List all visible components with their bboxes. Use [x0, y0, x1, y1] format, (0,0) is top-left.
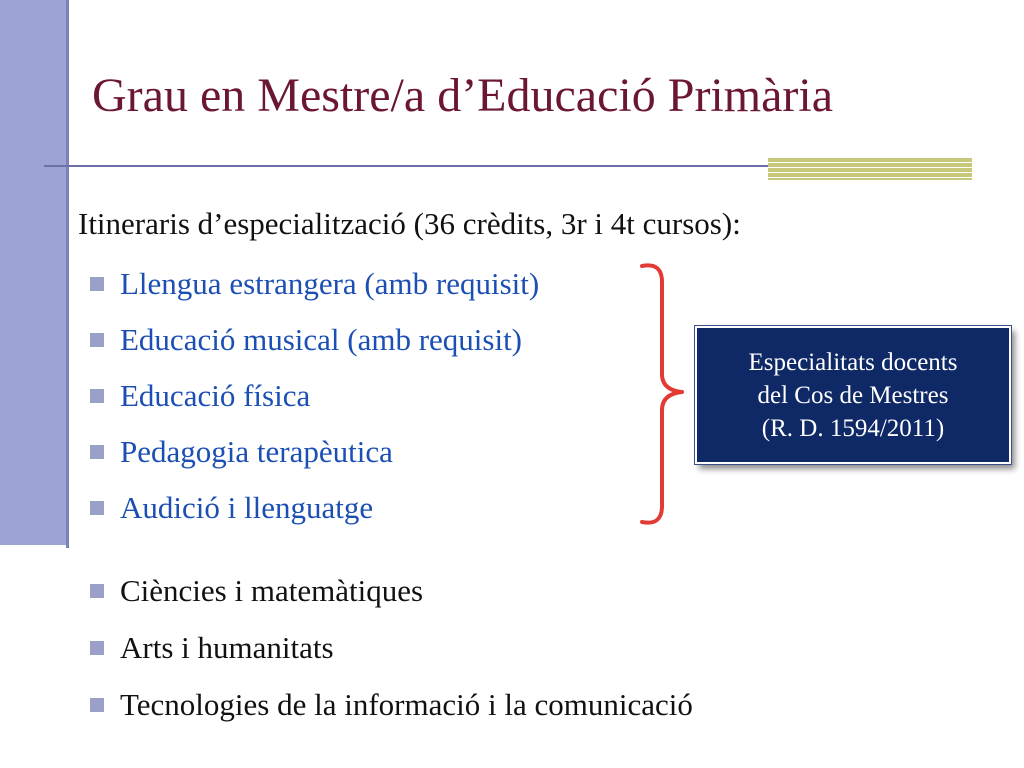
square-bullet-icon [90, 389, 104, 403]
side-decoration-bar [0, 0, 66, 545]
side-decoration-shadow [66, 0, 69, 548]
itinerary-item-arts-humanitats [90, 628, 334, 668]
callout-line-3: (R. D. 1594/2011) [761, 414, 945, 442]
square-bullet-icon [90, 333, 104, 347]
itinerary-label: Tecnologies de la informació i la comunicació [120, 687, 693, 722]
callout-line-2: del Cos de Mestres [757, 381, 949, 409]
itinerary-label: Educació musical (amb requisit) [120, 322, 523, 357]
intro-text: Itineraris d’especialització (36 crèdits, 3r i 4t cursos): [78, 206, 741, 241]
callout-line-1: Especialitats docents [748, 348, 958, 376]
title-accent-bar [768, 158, 972, 180]
itinerary-item-tecnologies [90, 685, 693, 725]
itinerary-item-ciencies-matematiques [90, 571, 423, 611]
square-bullet-icon [90, 501, 104, 515]
itinerary-item-pedagogia-terapeutica [90, 432, 393, 472]
itinerary-label: Educació física [120, 378, 311, 413]
itinerary-label: Arts i humanitats [120, 630, 334, 665]
itinerary-label: Audició i llenguatge [120, 490, 374, 525]
itinerary-item-educacio-fisica [90, 376, 310, 416]
itinerary-label: Pedagogia terapèutica [120, 434, 393, 469]
itinerary-item-audicio-llenguatge [90, 488, 373, 528]
title-underline [44, 165, 772, 167]
square-bullet-icon [90, 641, 104, 655]
right-bracket-icon [640, 262, 686, 528]
slide-title: Grau en Mestre/a d’Educació Primària [92, 69, 834, 122]
itinerary-label: Llengua estrangera (amb requisit) [120, 266, 540, 301]
square-bullet-icon [90, 698, 104, 712]
itinerary-label: Ciències i matemàtiques [120, 573, 424, 608]
square-bullet-icon [90, 445, 104, 459]
square-bullet-icon [90, 584, 104, 598]
itinerary-item-educacio-musical [90, 320, 522, 360]
square-bullet-icon [90, 277, 104, 291]
itinerary-item-llengua-estrangera [90, 264, 539, 304]
specialties-callout [695, 326, 1011, 464]
